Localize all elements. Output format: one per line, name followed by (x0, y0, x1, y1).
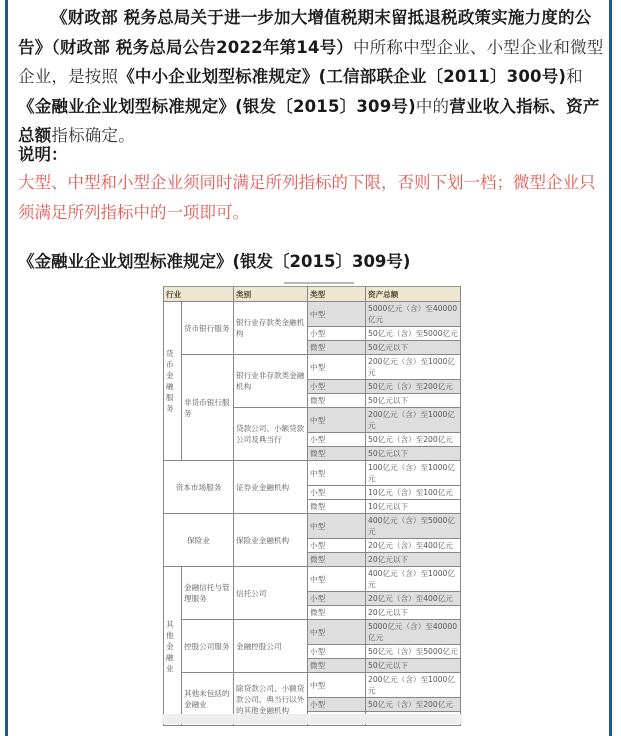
assets-cell: 20亿元（含）至400亿元 (366, 592, 461, 606)
table-row (164, 461, 461, 486)
header-category: 类别 (234, 287, 308, 302)
section-heading: 《金融业企业划型标准规定》(银发〔2015〕309号) (18, 252, 411, 271)
table-caption-line (284, 282, 354, 284)
assets-cell: 400亿元（含）至1000亿元 (366, 567, 461, 592)
assets-cell: 200亿元（含）至1000亿元 (366, 355, 461, 380)
category-cell: 除贷款公司、小额贷款公司、典当行以外的其他金融机构 (234, 673, 308, 726)
intro-segment: 指标确定。 (51, 126, 135, 145)
type-cell: 小型 (308, 486, 366, 500)
assets-cell: 200亿元（含）至1000亿元 (366, 673, 461, 698)
assets-cell: 400亿元（含）至5000亿元 (366, 514, 461, 539)
category-cell: 证券业金融机构 (234, 461, 308, 514)
category-cell: 银行业存款类金融机构 (234, 302, 308, 355)
assets-cell: 20亿元以下 (366, 553, 461, 567)
assets-cell: 50亿元以下 (366, 341, 461, 355)
type-cell: 中型 (308, 673, 366, 698)
type-cell: 微型 (308, 447, 366, 461)
type-cell: 小型 (308, 433, 366, 447)
type-cell: 微型 (308, 659, 366, 673)
table-row (164, 673, 461, 698)
assets-cell: 20亿元（含）至400亿元 (366, 539, 461, 553)
type-cell: 中型 (308, 514, 366, 539)
table-row (164, 620, 461, 645)
table-row (164, 355, 461, 380)
type-cell: 小型 (308, 698, 366, 712)
type-cell: 中型 (308, 408, 366, 433)
assets-cell: 50亿元（含）至200亿元 (366, 698, 461, 712)
type-cell: 中型 (308, 620, 366, 645)
assets-cell: 50亿元（含）至5000亿元 (366, 327, 461, 341)
type-cell: 小型 (308, 380, 366, 394)
category-cell: 金融控股公司 (234, 620, 308, 673)
intro-segment: 中的 (415, 96, 450, 116)
assets-cell: 100亿元（含）至1000亿元 (366, 461, 461, 486)
assets-cell: 5000亿元（含）至40000亿元 (366, 620, 461, 645)
type-cell: 微型 (308, 341, 366, 355)
intro-segment: 和 (566, 67, 583, 86)
intro-segment-announcement: 《财政部 税务总局关于进一步加大增值税期末留抵退税政策实施力度的公告》（财政部 税务总局公告2022年第14号） (18, 8, 592, 57)
type-cell: 中型 (308, 302, 366, 327)
header-assets: 资产总额 (366, 287, 461, 302)
assets-cell: 200亿元（含）至1000亿元 (366, 408, 461, 433)
type-cell: 中型 (308, 567, 366, 592)
intro-segment-finance-standard: 《金融业企业划型标准规定》(银发〔2015〕309号) (18, 96, 416, 116)
category-cell: 贷款公司、小额贷款公司及典当行 (234, 408, 308, 461)
type-cell: 小型 (308, 592, 366, 606)
table-row (164, 567, 461, 592)
industry-cell-insurance: 保险业 (164, 514, 234, 567)
header-industry: 行业 (164, 287, 234, 302)
type-cell: 小型 (308, 327, 366, 341)
type-cell: 微型 (308, 500, 366, 514)
classification-table (163, 286, 461, 726)
type-cell: 中型 (308, 461, 366, 486)
assets-cell: 20亿元以下 (366, 606, 461, 620)
subindustry-cell-non-monetary-banking: 非货币银行服务 (182, 355, 234, 461)
subindustry-cell-monetary-banking: 货币银行服务 (182, 302, 234, 355)
note-text: 大型、中型和小型企业须同时满足所列指标的下限，否则下划一档；微型企业只须满足所列指标中的一项即可。 (18, 173, 596, 222)
category-cell: 银行业非存款类金融机构 (234, 355, 308, 408)
type-cell: 中型 (308, 355, 366, 380)
category-cell: 保险业金融机构 (234, 514, 308, 567)
subindustry-cell-other: 其他未包括的金融业 (182, 673, 234, 726)
assets-cell: 10亿元以下 (366, 500, 461, 514)
industry-cell-other-finance: 其他金融业 (164, 567, 182, 726)
assets-cell: 50亿元以下 (366, 447, 461, 461)
intro-segment-indicators: 营业收入指标、资产总额 (18, 96, 600, 145)
assets-cell: 50亿元以下 (366, 394, 461, 408)
table-bottom-edge (162, 714, 462, 724)
assets-cell: 50亿元（含）至200亿元 (366, 433, 461, 447)
subindustry-cell-trust: 金融信托与管理服务 (182, 567, 234, 620)
intro-paragraph (18, 3, 606, 151)
table-row (164, 514, 461, 539)
note-label: 说明： (18, 145, 68, 164)
category-cell: 信托公司 (234, 567, 308, 620)
table-row (164, 302, 461, 327)
industry-cell-capital-market: 资本市场服务 (164, 461, 234, 514)
assets-cell: 50亿元以下 (366, 659, 461, 673)
industry-cell-monetary-finance: 货币金融服务 (164, 302, 182, 461)
type-cell: 微型 (308, 553, 366, 567)
intro-segment-sme-standard: 《中小企业划型标准规定》(工信部联企业〔2011〕300号) (118, 67, 567, 86)
assets-cell: 10亿元（含）至100亿元 (366, 486, 461, 500)
assets-cell: 50亿元（含）至200亿元 (366, 380, 461, 394)
table-header-row (164, 287, 461, 302)
assets-cell: 5000亿元（含）至40000亿元 (366, 302, 461, 327)
subindustry-cell-holding: 控股公司服务 (182, 620, 234, 673)
assets-cell: 50亿元（含）至5000亿元 (366, 645, 461, 659)
classification-table-image (162, 276, 462, 721)
header-type: 类型 (308, 287, 366, 302)
type-cell: 微型 (308, 394, 366, 408)
type-cell: 小型 (308, 645, 366, 659)
type-cell: 微型 (308, 606, 366, 620)
intro-segment: 中所称中型企业、小型企业和微型企业，是按照 (18, 37, 604, 86)
type-cell: 小型 (308, 539, 366, 553)
